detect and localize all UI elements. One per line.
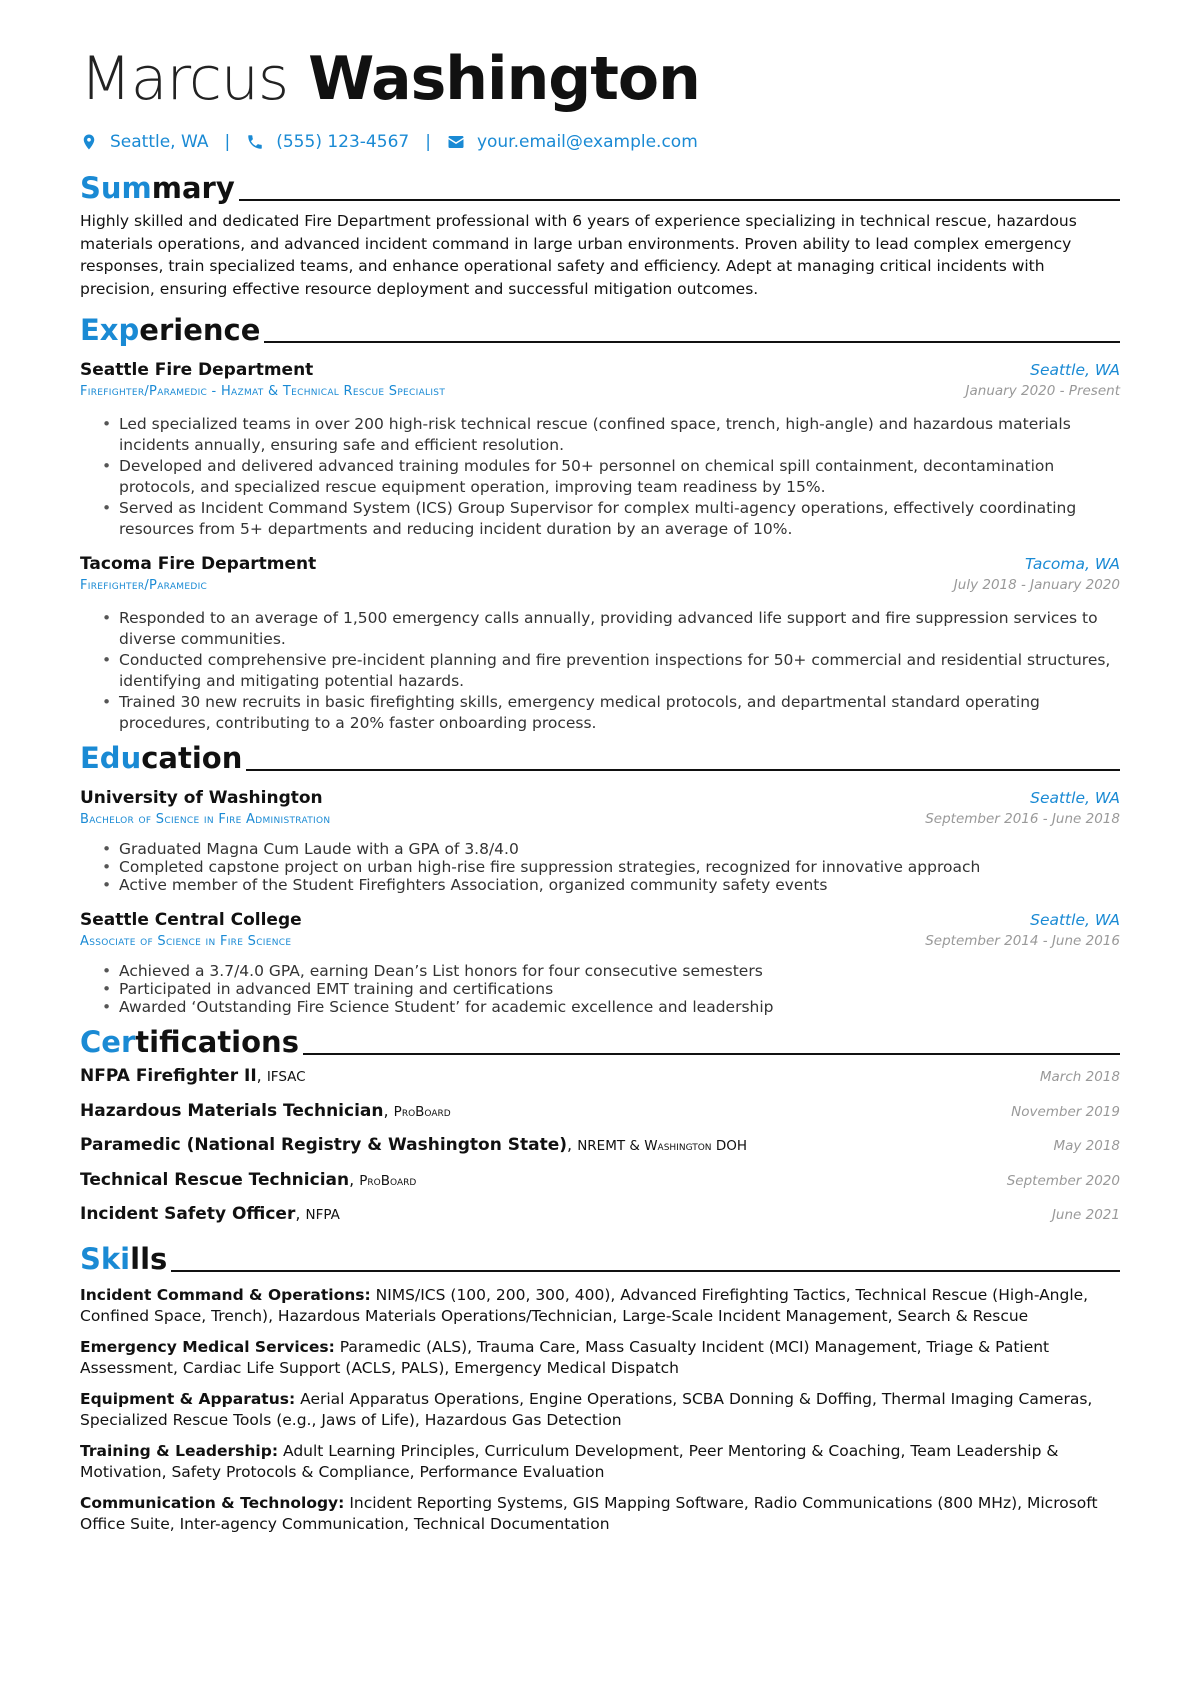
contact-location xyxy=(80,132,209,152)
experience-entry xyxy=(80,552,1120,734)
certification-name: Hazardous Materials Technician xyxy=(80,1100,384,1121)
section-header-skills xyxy=(80,1239,1120,1277)
entry-location: Seattle, WA xyxy=(1030,911,1120,929)
certification-issuer: ProBoard xyxy=(393,1103,451,1120)
skills-list xyxy=(80,1285,1120,1535)
section-rule xyxy=(264,341,1120,343)
last-name: Washington xyxy=(308,44,700,114)
entry-location: Seattle, WA xyxy=(1030,361,1120,379)
degree-title: Bachelor of Science in Fire Administration xyxy=(80,812,331,827)
employer-name: Seattle Fire Department xyxy=(80,360,314,380)
employer-name: Tacoma Fire Department xyxy=(80,554,317,574)
bullet-item: • Graduated Magna Cum Laude with a GPA of 3.8/4.0 xyxy=(102,840,1120,858)
bullet-item: • Served as Incident Command System (ICS) Group Supervisor for complex multi-agency operations, effectively coordinating resources from 5+ departments and reducing incident duration by an average of 10%. xyxy=(102,498,1120,540)
bullet-item: • Trained 30 new recruits in basic firefighting skills, emergency medical protocols, and departmental standard operating procedures, contributing to a 20% faster onboarding process. xyxy=(102,692,1120,734)
school-name: Seattle Central College xyxy=(80,910,302,930)
section-rule xyxy=(171,1270,1120,1272)
entry-dates: September 2014 - June 2016 xyxy=(925,933,1120,949)
bullet-item: • Participated in advanced EMT training and certifications xyxy=(102,980,1120,998)
bullet-item: • Active member of the Student Firefighters Association, organized community safety events xyxy=(102,876,1120,894)
certification-issuer: IFSAC xyxy=(266,1069,306,1085)
certification-item: Hazardous Materials Technician, ProBoard November 2019 xyxy=(80,1100,1120,1121)
education-entry xyxy=(80,786,1120,894)
email-text: your.email@example.com xyxy=(476,132,698,152)
certification-name: Incident Safety Officer xyxy=(80,1204,296,1224)
section-title: Education xyxy=(80,741,243,775)
skill-items: Aerial Apparatus Operations, Engine Operations, SCBA Donning & Doffing, Thermal Imaging Cameras, Specialized Rescue Tools (e.g., Jaws of Life), Hazardous Gas Detection xyxy=(80,1389,1093,1429)
section-title: Certifications xyxy=(80,1025,299,1059)
entry-location: Tacoma, WA xyxy=(1025,555,1120,573)
skill-items: Paramedic (ALS), Trauma Care, Mass Casualty Incident (MCI) Management, Triage & Patient Assessment, Cardiac Life Support (ACLS, PALS), Emergency Medical Dispatch xyxy=(80,1337,1050,1377)
certification-item: Incident Safety Officer, NFPA June 2021 xyxy=(80,1204,1120,1224)
bullet-item: • Developed and delivered advanced training modules for 50+ personnel on chemical spill containment, decontamination protocols, and specialized rescue equipment operation, improving team readiness by 15%. xyxy=(102,456,1120,498)
entry-dates: July 2018 - January 2020 xyxy=(953,577,1120,593)
certification-name: NFPA Firefighter II xyxy=(80,1066,257,1086)
bullet-item: • Completed capstone project on urban high-rise fire suppression strategies, recognized for innovative approach xyxy=(102,858,1120,876)
entry-dates: September 2016 - June 2018 xyxy=(925,811,1120,827)
certification-item: Paramedic (National Registry & Washington State), NREMT & Washington DOH May 2018 xyxy=(80,1135,1120,1155)
resume-page xyxy=(80,40,1120,1545)
skill-group xyxy=(80,1389,1120,1431)
certification-list xyxy=(80,1066,1120,1239)
certification-date: November 2019 xyxy=(1011,1103,1120,1120)
skill-group xyxy=(80,1441,1120,1483)
entry-dates: January 2020 - Present xyxy=(965,383,1120,399)
skill-category: Training & Leadership: xyxy=(80,1441,279,1460)
bullet-list xyxy=(102,840,1120,894)
certification-item: Technical Rescue Technician, ProBoard September 2020 xyxy=(80,1169,1120,1190)
certification-item: NFPA Firefighter II, IFSAC March 2018 xyxy=(80,1066,1120,1086)
bullet-item: • Responded to an average of 1,500 emergency calls annually, providing advanced life support and fire suppression services to diverse communities. xyxy=(102,608,1120,650)
envelope-icon xyxy=(447,133,465,151)
bullet-list xyxy=(102,608,1120,734)
section-rule xyxy=(239,199,1120,201)
section-header-certifications xyxy=(80,1022,1120,1060)
skill-category: Equipment & Apparatus: xyxy=(80,1389,296,1408)
skill-items: NIMS/ICS (100, 200, 300, 400), Advanced Firefighting Tactics, Technical Rescue (High-Angle, Confined Space, Trench), Hazardous Materials Operations/Technician, Large-Scale Incident Management, Search & Rescue xyxy=(80,1285,1089,1325)
summary-text: Highly skilled and dedicated Fire Department professional with 6 years of experience specializing in technical rescue, hazardous materials operations, and advanced incident command in large urban environments. Proven ability to lead complex emergency responses, train specialized teams, and enhance operational safety and efficiency. Adept at managing critical incidents with precision, ensuring effective resource deployment and successful mitigation outcomes. xyxy=(80,212,1077,298)
section-header-education xyxy=(80,738,1120,776)
certification-name: Technical Rescue Technician xyxy=(80,1169,350,1190)
section-header-experience xyxy=(80,310,1120,348)
section-rule xyxy=(246,769,1120,771)
skill-category: Incident Command & Operations: xyxy=(80,1285,371,1304)
contact-email[interactable] xyxy=(447,132,698,152)
section-title: Experience xyxy=(80,313,261,347)
experience-entry xyxy=(80,358,1120,540)
skill-items: Incident Reporting Systems, GIS Mapping Software, Radio Communications (800 MHz), Microsoft Office Suite, Inter-agency Communication, Technical Documentation xyxy=(80,1493,1098,1533)
bullet-item: • Awarded ‘Outstanding Fire Science Student’ for academic excellence and leadership xyxy=(102,998,1120,1016)
certification-name: Paramedic (National Registry & Washington State) xyxy=(80,1135,568,1155)
certification-issuer: NREMT & Washington DOH xyxy=(577,1138,748,1154)
contact-phone[interactable] xyxy=(246,132,409,152)
contact-bar xyxy=(80,130,1120,154)
certification-date: June 2021 xyxy=(1051,1207,1120,1223)
job-title: Firefighter/Paramedic xyxy=(80,578,208,593)
section-rule xyxy=(303,1053,1120,1055)
bullet-list xyxy=(102,962,1120,1016)
bullet-item: • Achieved a 3.7/4.0 GPA, earning Dean’s List honors for four consecutive semesters xyxy=(102,962,1120,980)
location-text: Seattle, WA xyxy=(110,132,209,152)
skill-group xyxy=(80,1285,1120,1327)
education-entry xyxy=(80,908,1120,1016)
certification-issuer: NFPA xyxy=(305,1207,340,1223)
degree-title: Associate of Science in Fire Science xyxy=(80,934,292,949)
section-title: Summary xyxy=(80,171,235,205)
certification-date: September 2020 xyxy=(1006,1172,1120,1189)
skill-group xyxy=(80,1493,1120,1535)
phone-text: (555) 123-4567 xyxy=(276,132,410,152)
skill-items: Adult Learning Principles, Curriculum Development, Peer Mentoring & Coaching, Team Leadership & Motivation, Safety Protocols & Compliance, Performance Evaluation xyxy=(80,1441,1059,1481)
skill-category: Communication & Technology: xyxy=(80,1493,345,1512)
skill-category: Emergency Medical Services: xyxy=(80,1337,335,1356)
contact-separator: | xyxy=(224,132,231,152)
section-title: Skills xyxy=(80,1241,168,1276)
school-name: University of Washington xyxy=(80,788,323,808)
certification-date: March 2018 xyxy=(1039,1069,1120,1085)
phone-icon xyxy=(246,133,264,151)
section-header-summary xyxy=(80,168,1120,206)
first-name: Marcus xyxy=(80,44,289,114)
certification-date: May 2018 xyxy=(1053,1138,1120,1154)
contact-separator: | xyxy=(425,132,431,152)
bullet-item: • Led specialized teams in over 200 high-risk technical rescue (confined space, trench, high-angle) and hazardous materials incidents annually, ensuring safe and efficient resolution. xyxy=(102,414,1120,456)
candidate-name xyxy=(80,40,1120,118)
certification-issuer: ProBoard xyxy=(359,1172,417,1189)
bullet-item: • Conducted comprehensive pre-incident planning and fire prevention inspections for 50+ commercial and residential structures, identifying and mitigating potential hazards. xyxy=(102,650,1120,692)
map-pin-icon xyxy=(80,133,98,151)
job-title: Firefighter/Paramedic - Hazmat & Technical Rescue Specialist xyxy=(80,384,446,399)
skill-group xyxy=(80,1337,1120,1379)
bullet-list xyxy=(102,414,1120,540)
entry-location: Seattle, WA xyxy=(1030,789,1120,807)
